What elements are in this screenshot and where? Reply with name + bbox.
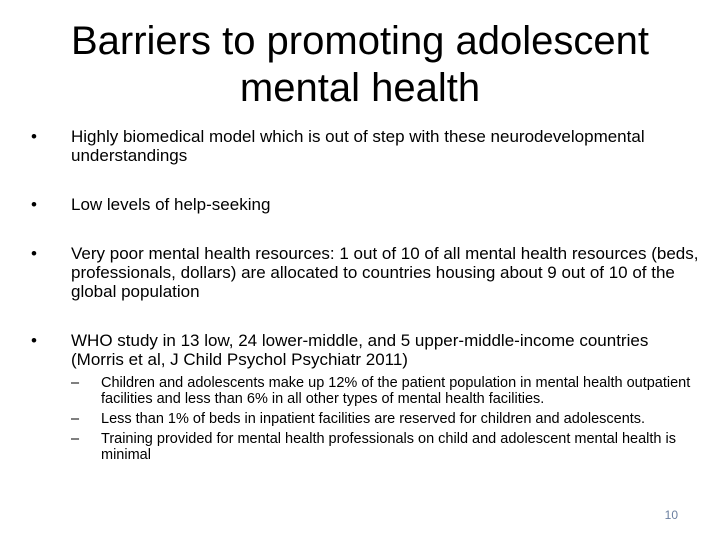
sub-bullet-item: – Training provided for mental health professionals on child and adolescent mental health is minimal xyxy=(71,431,702,463)
slide-body xyxy=(30,127,702,463)
sub-bullet-list xyxy=(71,375,702,463)
bullet-list xyxy=(30,127,702,463)
page-number: 10 xyxy=(664,508,678,522)
bullet-item: • Highly biomedical model which is out of step with these neurodevelopmental understandings xyxy=(30,127,702,165)
bullet-item xyxy=(30,331,702,463)
bullet-item: • Low levels of help-seeking xyxy=(30,195,702,214)
slide-title: Barriers to promoting adolescent mental health xyxy=(70,19,650,110)
bullet-item: • Very poor mental health resources: 1 out of 10 of all mental health resources (beds, professionals, dollars) are allocated to countries housing about 9 out of 10 of the global population xyxy=(30,244,702,301)
bullet-text: WHO study in 13 low, 24 lower-middle, and 5 upper-middle-income countries (Morris et al, J Child Psychol Psychiatr 2011) xyxy=(71,331,649,369)
sub-bullet-item: – Children and adolescents make up 12% of the patient population in mental health outpatient facilities and less than 6% in all other types of mental health facilities. xyxy=(71,375,702,407)
sub-bullet-item: – Less than 1% of beds in inpatient facilities are reserved for children and adolescents. xyxy=(71,411,702,427)
